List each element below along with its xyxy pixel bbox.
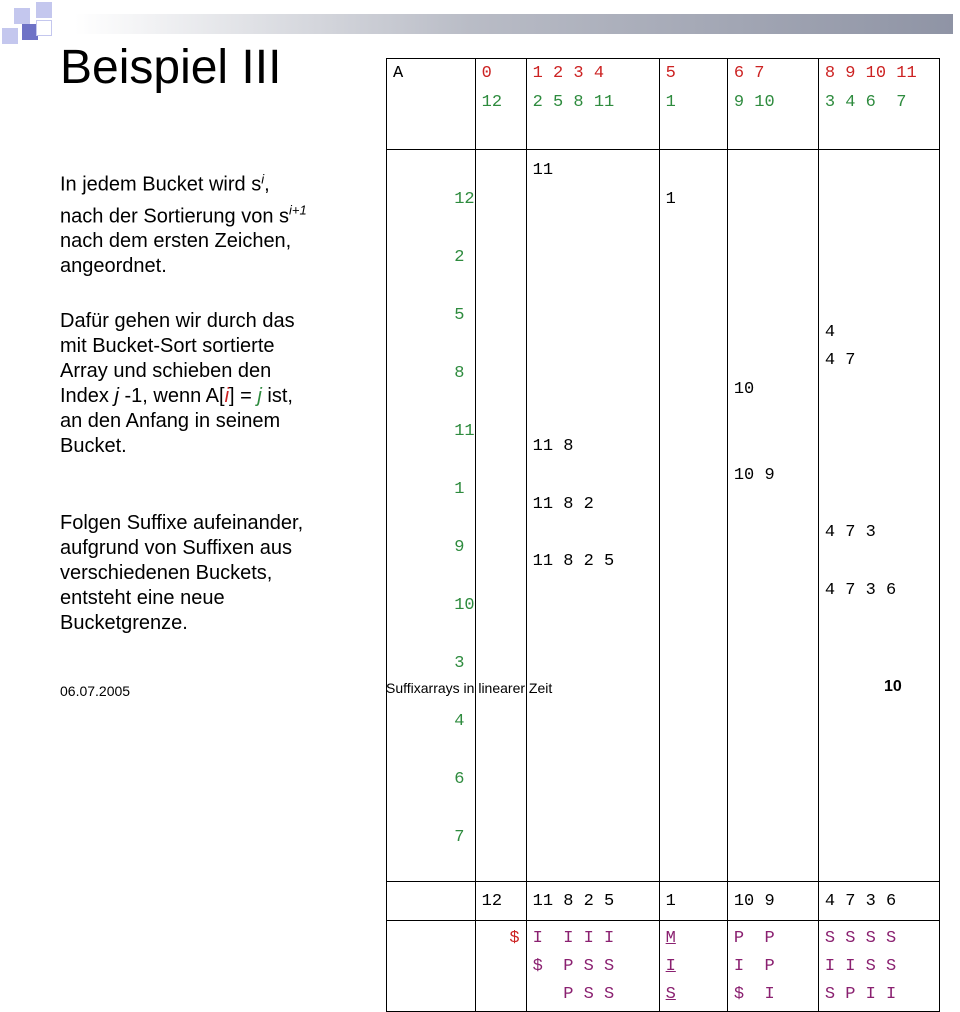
bucket0-cell xyxy=(475,150,526,882)
chars-bucket1: I I I I $ P S S P S S xyxy=(526,921,659,1012)
header-gradient-bar xyxy=(75,14,953,34)
header-cell-bucket1: 1 2 3 4 2 5 8 11 xyxy=(526,59,659,150)
slide-title: Beispiel III xyxy=(60,41,282,94)
result-bucket3: 10 9 xyxy=(727,882,818,921)
header-row xyxy=(387,59,940,150)
paragraph-2: Dafür gehen wir durch das mit Bucket-Sort sortierte Array und schieben den Index j -1, wenn A[i] = j ist, an den Anfang in seinem Bucket. xyxy=(60,310,295,457)
bucket3-cell: 10 10 9 xyxy=(727,150,818,882)
chars-bucket0: $ xyxy=(475,921,526,1012)
header-cell-bucket4: 8 9 10 11 3 4 6 7 xyxy=(818,59,939,150)
chars-bucket3: P P I P $ I xyxy=(727,921,818,1012)
array-column: 12 2 5 8 11 1 9 10 3 4 6 7 xyxy=(387,150,476,882)
result-bucket1: 11 8 2 5 xyxy=(526,882,659,921)
footer-date: 06.07.2005 xyxy=(60,683,131,699)
result-empty-cell xyxy=(387,882,476,921)
header-cell-bucket3: 6 7 9 10 xyxy=(727,59,818,150)
result-bucket0: 12 xyxy=(475,882,526,921)
header-cell-bucket0: 0 12 xyxy=(475,59,526,150)
page-number: 10 xyxy=(884,678,902,695)
paragraph-3: Folgen Suffixe aufeinander, aufgrund von Suffixen aus verschiedenen Buckets, entsteht eine neue Bucketgrenze. xyxy=(60,512,304,634)
result-row xyxy=(387,882,940,921)
result-bucket2: 1 xyxy=(659,882,727,921)
chars-empty-cell xyxy=(387,921,476,1012)
header-cell-a: A xyxy=(387,59,476,150)
paragraph-1: In jedem Bucket wird $s^i$, nach der Sortierung von $s^{i+1}$ nach dem ersten Zeichen, angeordnet. xyxy=(60,171,307,278)
bucket4-cell: 4 4 7 4 7 3 4 7 3 6 xyxy=(818,150,939,882)
footer-title: Suffixarrays in linearer Zeit xyxy=(386,680,553,696)
chars-bucket4: S S S S I I S S S P I I xyxy=(818,921,939,1012)
body-row xyxy=(387,150,940,882)
header-cell-bucket2: 5 1 xyxy=(659,59,727,150)
corner-square-decoration xyxy=(0,0,60,60)
bucket1-cell: 11 11 8 11 8 2 11 8 2 5 xyxy=(526,150,659,882)
bucket-table xyxy=(386,58,940,1012)
chars-bucket2: M I S xyxy=(659,921,727,1012)
chars-row xyxy=(387,921,940,1012)
bucket2-cell: 1 xyxy=(659,150,727,882)
result-bucket4: 4 7 3 6 xyxy=(818,882,939,921)
